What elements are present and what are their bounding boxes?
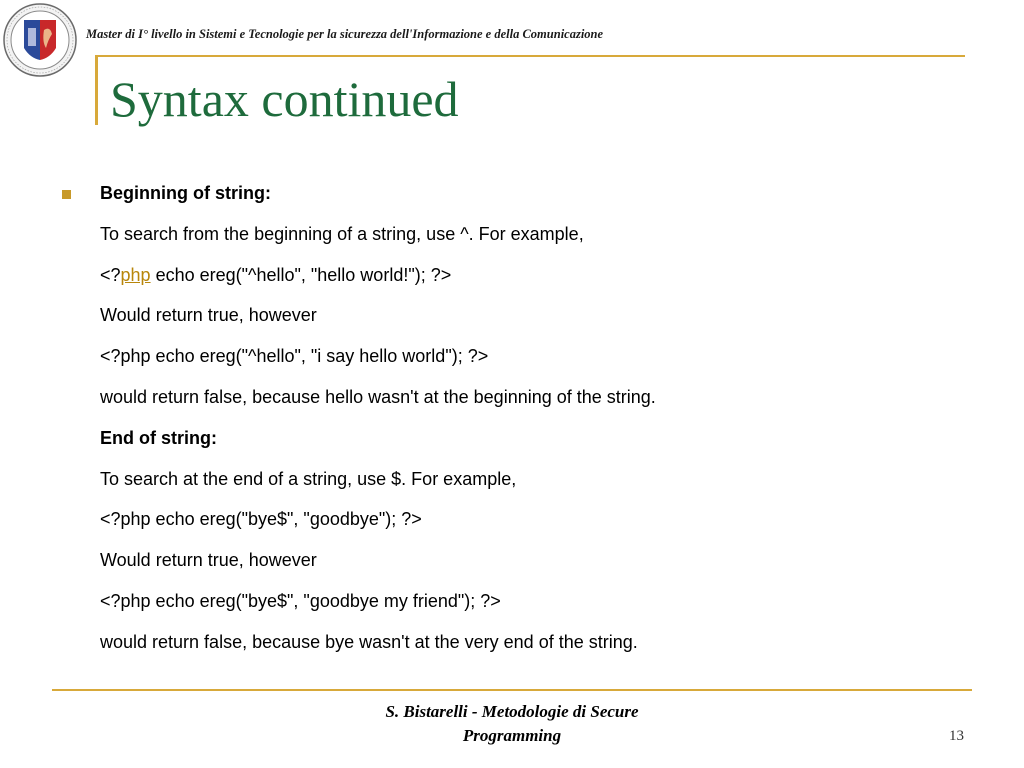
body-line: To search from the beginning of a string, use ^. For example,	[100, 223, 584, 244]
code-suffix: echo ereg("^hello", "hello world!"); ?>	[150, 264, 452, 285]
page-number: 13	[949, 728, 964, 744]
section-heading-beginning: Beginning of string:	[100, 183, 271, 203]
footer-line-1: S. Bistarelli - Metodologie di Secure	[385, 702, 639, 721]
bullet-square-icon	[62, 190, 71, 199]
title-accent-bar	[95, 57, 98, 125]
slide-body	[100, 180, 980, 670]
section-heading-end: End of string:	[100, 427, 217, 448]
body-line: Would return true, however	[100, 550, 317, 571]
body-line: Would return true, however	[100, 305, 317, 326]
code-line: <?php echo ereg("^hello", "i say hello world"); ?>	[100, 346, 489, 367]
bottom-divider	[52, 689, 972, 691]
body-line: would return false, because bye wasn't at the very end of the string.	[100, 631, 638, 652]
body-line: To search at the end of a string, use $. For example,	[100, 468, 517, 489]
university-seal-icon	[2, 2, 78, 78]
code-line-php-link	[100, 262, 980, 303]
footer-author	[262, 700, 762, 748]
body-line: would return false, because hello wasn't at the beginning of the string.	[100, 386, 656, 407]
footer-line-2: Programming	[462, 726, 562, 745]
code-line: <?php echo ereg("bye$", "goodbye"); ?>	[100, 509, 422, 530]
code-prefix: <?	[100, 264, 121, 285]
top-divider	[95, 55, 965, 57]
php-link[interactable]: php	[120, 264, 151, 285]
code-line: <?php echo ereg("bye$", "goodbye my friend"); ?>	[100, 590, 501, 611]
course-header: Master di I° livello in Sistemi e Tecnologie per la sicurezza dell'Informazione e della Comunicazione	[86, 27, 604, 41]
slide-title: Syntax continued	[110, 71, 459, 127]
